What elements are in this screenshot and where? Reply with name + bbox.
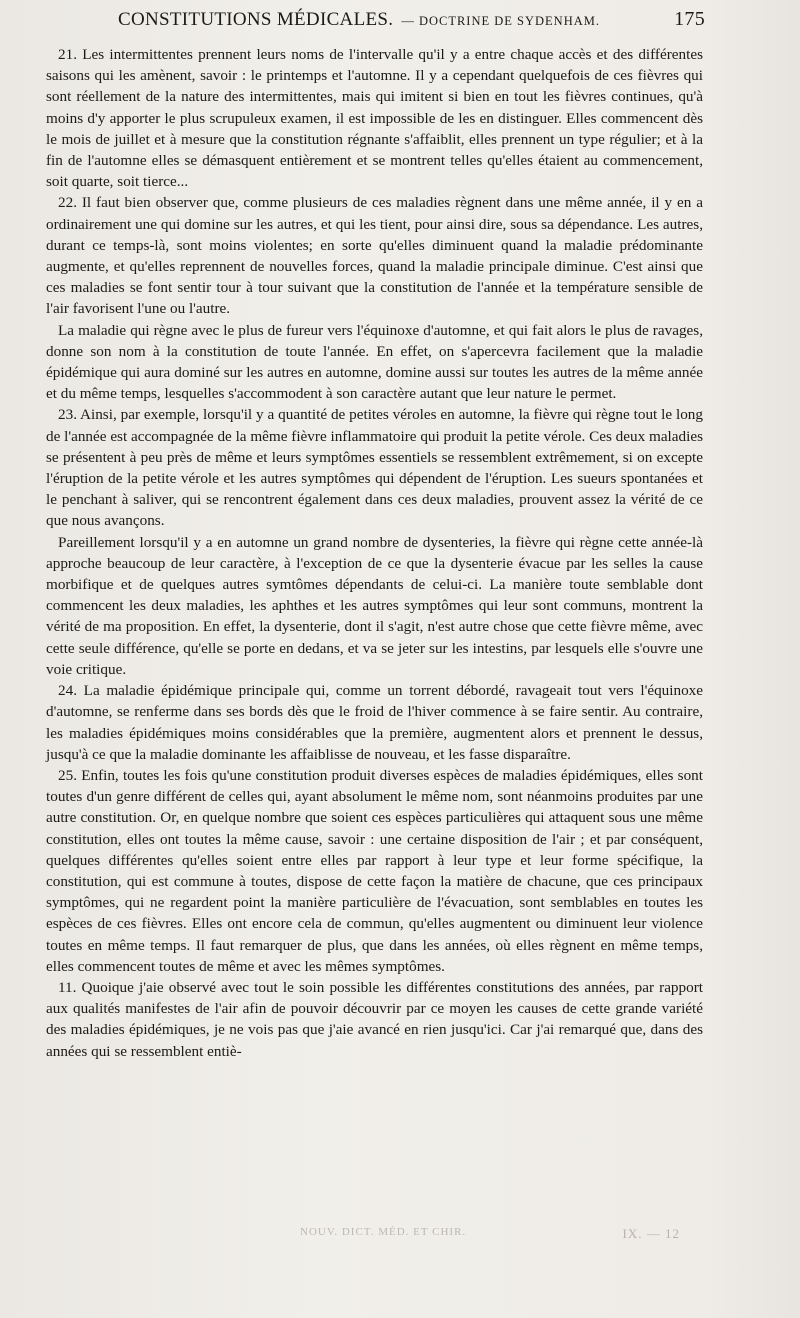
running-header — [118, 8, 705, 36]
paragraph-23: 23. Ainsi, par exemple, lorsqu'il y a quantité de petites véroles en automne, la fièvre qui règne tout le long de l'année est accompagnée de la même fièvre inflammatoire qui produit la petite vérole. Ces deux maladies se présentent à peu près de même et leurs symptômes essentiels se ressemblent extrêmement, si on excepte l'éruption de la petite vérole et les autres symptômes qui dépendent de l'éruption. Les sueurs spontanées et le penchant à saliver, qui se rencontrent également dans ces deux maladies, prouvent assez la vérité de ce que nous avançons. — [46, 406, 703, 530]
header-subtitle: — DOCTRINE DE SYDENHAM. — [401, 14, 601, 28]
paragraph-25: 25. Enfin, toutes les fois qu'une constitution produit diverses espèces de maladies épidémiques, elles sont toutes d'un genre différent de celles qui, ayant absolument le même nom, sont néanmoins produites par une autre constitution. Or, en quelque nombre que soient ces espèces particulières qui attaquent sous une même constitution, elles ont toutes la même cause, savoir : une certaine disposition de l'air ; et par conséquent, quelques différentes qu'elles soient entre elles par rapport à leur type et leur forme spécifique, la constitution, qui est commune à toutes, dispose de cette façon la matière de chacune, que ces principaux symptômes, qui ne regardent point la manière particulière de l'évacuation, sont semblables en toutes les espèces de ces fièvres. Elles ont encore cela de commun, qu'elles augmentent ou diminuent leur violence toutes en même temps. Il faut remarquer de plus, que dans les années, où elles règnent en même temps, elles commencent toutes de même et avec les mêmes symptômes. — [46, 766, 703, 975]
page-body — [46, 44, 703, 1062]
paragraph-23-cont: Pareillement lorsqu'il y a en automne un grand nombre de dysenteries, la fièvre qui règne cette année-là approche beaucoup de leur caractère, à l'exception de ce que la dysenterie évacue par les selles la cause morbifique et de quelques autres symtômes dépendants de celui-ci. La manière toute semblable dont commencent les deux maladies, les aphthes et les autres symptômes qui leur sont communs, montrent la vérité de ma proposition. En effet, la dysenterie, dont il s'agit, n'est autre chose que cette fièvre même, avec cette seule différence, qu'elle se porte en dedans, et va se jeter sur les intestins, par lesquels elle s'ouvre une voie critique. — [46, 533, 703, 678]
signature-mark-left: NOUV. DICT. MÉD. ET CHIR. — [300, 1226, 467, 1238]
paragraph-24: 24. La maladie épidémique principale qui, comme un torrent débordé, ravageait tout vers l'équinoxe d'automne, se renferme dans ses bords dès que le froid de l'hiver commence à se faire sentir. Au contraire, les maladies épidémiques moins considérables que la première, augmentent alors et prennent le dessus, jusqu'à ce que la maladie dominante les affaiblisse de nouveau, et les fasse disparaître. — [46, 682, 703, 763]
paragraph-22: 22. Il faut bien observer que, comme plusieurs de ces maladies règnent dans une même année, il y en a ordinairement une qui domine sur les autres, et qui les tient, pour ainsi dire, sous sa dépendance. Les autres, durant ce temps-là, sont moins violentes; en sorte qu'elles diminuent quand la maladie prédominante augmente, et qu'elles reprennent de nouvelles forces, quand la maladie principale diminue. C'est ainsi que ces maladies se font sentir tour à tour suivant que la constitution de l'année et la température sensible de l'air favorisent l'une ou l'autre. — [46, 194, 703, 318]
header-title: CONSTITUTIONS MÉDICALES. — [118, 9, 394, 30]
page-footer — [300, 1226, 680, 1242]
signature-mark-right: IX. — 12 — [622, 1226, 680, 1241]
page-number: 175 — [674, 8, 705, 30]
paragraph-11: 11. Quoique j'aie observé avec tout le soin possible les différentes constitutions des années, par rapport aux qualités manifestes de l'air afin de pouvoir découvrir par ce moyen les causes de cette grande variété des maladies épidémiques, je ne vois pas que j'aie avancé en rien jusqu'ici. Car j'ai remarqué que, dans des années qui se ressemblent entiè- — [46, 978, 703, 1060]
paragraph-22-cont: La maladie qui règne avec le plus de fureur vers l'équinoxe d'automne, et qui fait alors le plus de ravages, donne son nom à la constitution de toute l'année. En effet, on s'apercevra facilement que la maladie épidémique qui aura dominé sur les autres en automne, domine aussi sur toutes les autres de la même année et du même temps, lesquelles s'accommodent à son caractère autant que leur nature le permet. — [46, 321, 703, 403]
page-edge-shadow — [708, 0, 800, 1318]
paragraph-21: 21. Les intermittentes prennent leurs noms de l'intervalle qu'il y a entre chaque accès et des différentes saisons qui les amènent, savoir : le printemps et l'automne. Il y a cependant quelquefois de ces fièvres qui sont réellement de la nature des intermittentes, mais qui imitent si bien en tout les fièvres continues, qu'à moins d'y apporter le plus scrupuleux examen, il est impossible de les en distinguer. Elles commencent dès le mois de juillet et à mesure que la constitution régnante s'affaiblit, elles prennent un type régulier; et à la fin de l'automne elles se démasquent entièrement et se montrent telles qu'elles étaient au commencement, soit quarte, soit tierce... — [46, 46, 703, 191]
